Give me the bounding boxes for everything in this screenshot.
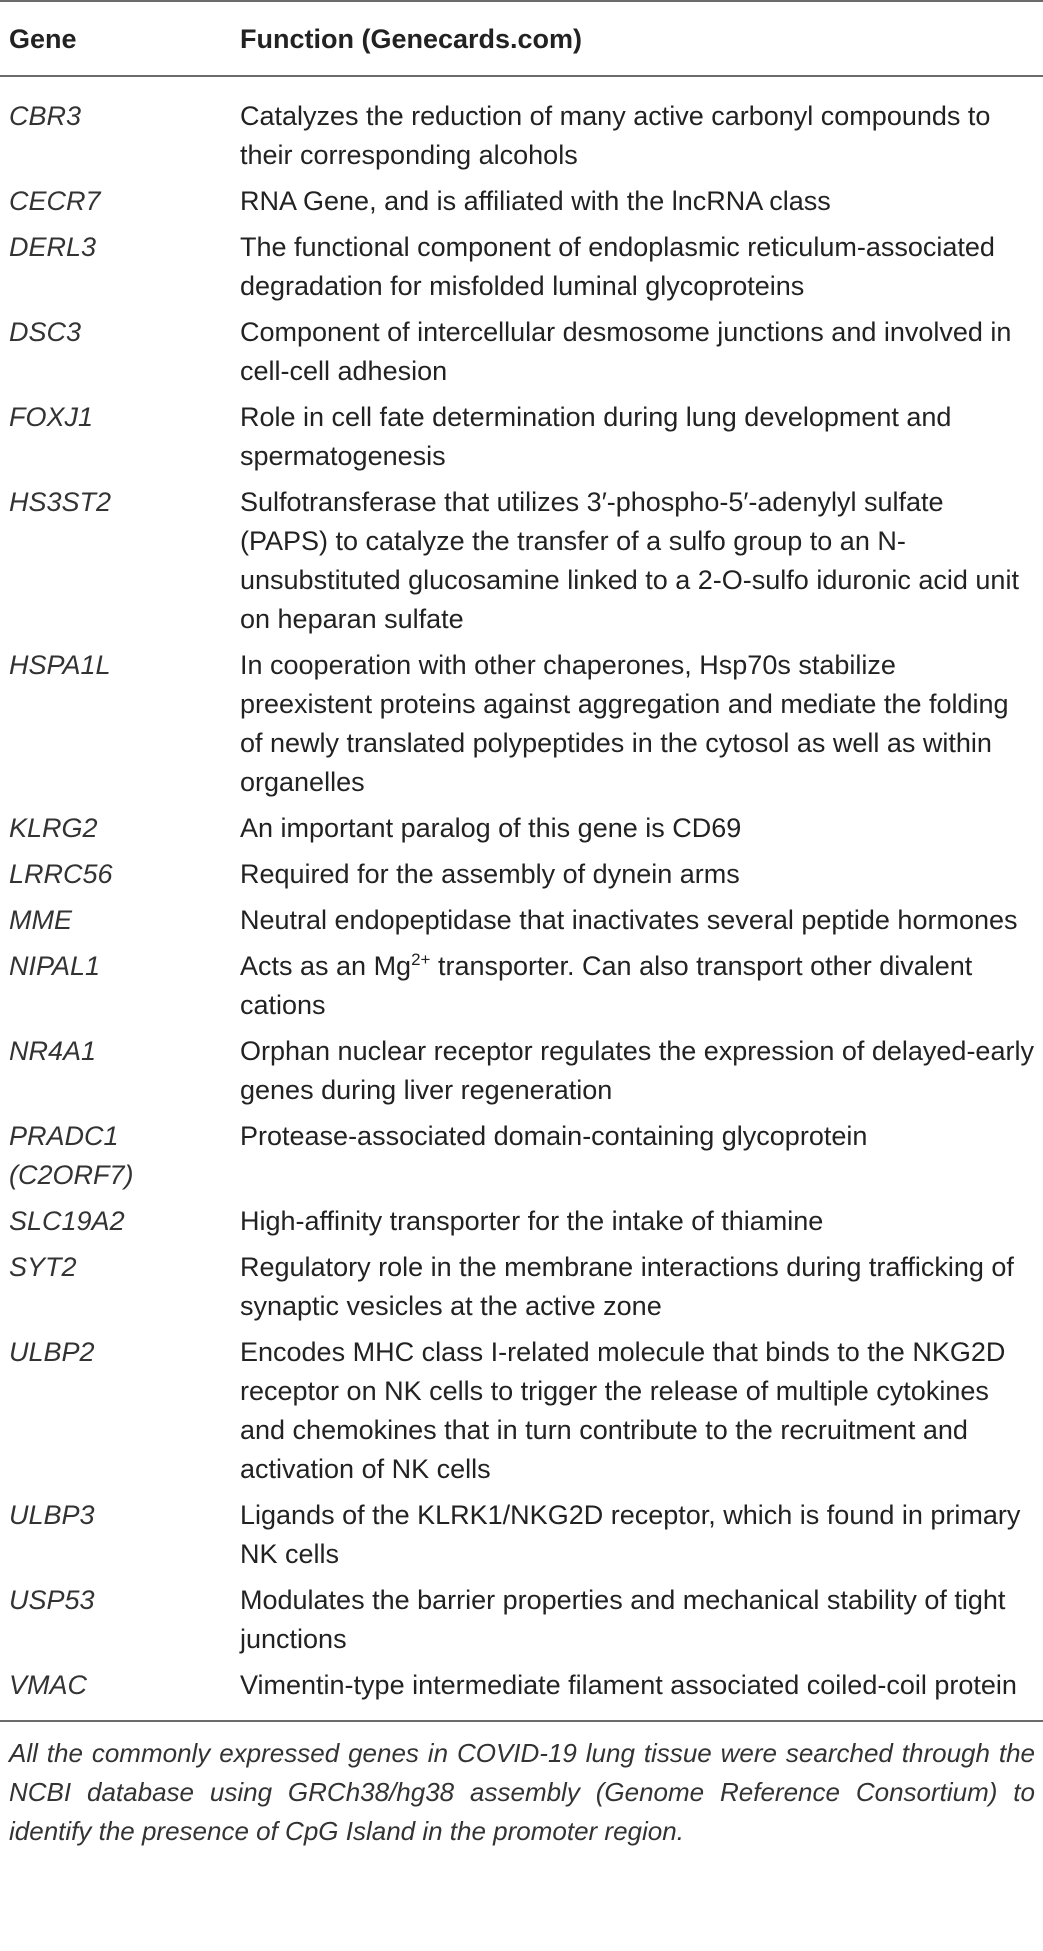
table-row [0, 646, 1043, 809]
gene-name: USP53 [9, 1585, 95, 1615]
table-row [0, 1333, 1043, 1496]
gene-name: ULBP3 [9, 1500, 95, 1530]
gene-function: Neutral endopeptidase that inactivates several peptide hormones [240, 905, 1018, 935]
gene-name: CECR7 [9, 186, 101, 216]
gene-function: In cooperation with other chaperones, Hsp70s stabilize preexistent proteins against aggregation and mediate the folding of newly translated polypeptides in the cytosol as well as within organelles [240, 650, 1009, 797]
gene-function: Protease-associated domain-containing glycoprotein [240, 1121, 868, 1151]
gene-name: NR4A1 [9, 1036, 97, 1066]
gene-function: High-affinity transporter for the intake of thiamine [240, 1206, 824, 1236]
gene-function: Encodes MHC class I-related molecule that binds to the NKG2D receptor on NK cells to trigger the release of multiple cytokines and chemokines that in turn contribute to the recruitment and activation of NK cells [240, 1337, 1006, 1484]
table-row [0, 97, 1043, 182]
gene-name: LRRC56 [9, 859, 113, 889]
table-row [0, 1202, 1043, 1248]
table-footnote: All the commonly expressed genes in COVID-19 lung tissue were searched through the NCBI database using GRCh38/hg38 assembly (Genome Reference Consortium) to identify the presence of CpG Island in the promoter region. [9, 1738, 1035, 1846]
table-row [0, 855, 1043, 901]
table-row [0, 1666, 1043, 1712]
table-body [0, 97, 1043, 1712]
table-row [0, 1032, 1043, 1117]
gene-name: ULBP2 [9, 1337, 95, 1367]
gene-function: An important paralog of this gene is CD69 [240, 813, 742, 843]
gene-function: Required for the assembly of dynein arms [240, 859, 740, 889]
gene-name: HS3ST2 [9, 487, 112, 517]
gene-name: CBR3 [9, 101, 82, 131]
gene-name: DSC3 [9, 317, 82, 347]
function-text-pre: Acts as an Mg [240, 951, 412, 981]
gene-name: NIPAL1 [9, 951, 101, 981]
table-row [0, 483, 1043, 646]
table-row [0, 313, 1043, 398]
gene-function: RNA Gene, and is affiliated with the lncRNA class [240, 186, 831, 216]
gene-function: Orphan nuclear receptor regulates the expression of delayed-early genes during liver regeneration [240, 1036, 1034, 1105]
gene-function: Sulfotransferase that utilizes 3′-phospho-5′-adenylyl sulfate (PAPS) to catalyze the transfer of a sulfo group to an N-unsubstituted glucosamine linked to a 2-O-sulfo iduronic acid unit on heparan sulfate [240, 487, 1019, 634]
gene-function: Modulates the barrier properties and mechanical stability of tight junctions [240, 1585, 1006, 1654]
gene-name: SYT2 [9, 1252, 77, 1282]
function-column-header: Function (Genecards.com) [240, 24, 583, 54]
table-row [0, 1117, 1043, 1202]
table-row [0, 398, 1043, 483]
gene-function: Role in cell fate determination during lung development and spermatogenesis [240, 402, 952, 471]
table-row [0, 809, 1043, 855]
table-row [0, 1496, 1043, 1581]
table-row [0, 228, 1043, 313]
gene-function: Vimentin-type intermediate filament associated coiled-coil protein [240, 1670, 1017, 1700]
top-rule [0, 0, 1043, 2]
gene-function [240, 947, 1035, 1032]
gene-function: The functional component of endoplasmic reticulum-associated degradation for misfolded luminal glycoproteins [240, 232, 995, 301]
gene-function: Ligands of the KLRK1/NKG2D receptor, which is found in primary NK cells [240, 1500, 1021, 1569]
table-row [0, 1581, 1043, 1666]
gene-name: MME [9, 905, 72, 935]
gene-column-header: Gene [9, 24, 77, 54]
gene-function: Regulatory role in the membrane interactions during trafficking of synaptic vesicles at the active zone [240, 1252, 1014, 1321]
superscript-charge: 2+ [411, 950, 431, 969]
header-rule [0, 75, 1043, 77]
table-row [0, 947, 1043, 1032]
gene-name: KLRG2 [9, 813, 98, 843]
gene-name: DERL3 [9, 232, 97, 262]
gene-name: HSPA1L [9, 650, 111, 680]
gene-function: Component of intercellular desmosome junctions and involved in cell-cell adhesion [240, 317, 1012, 386]
function-text-post: transporter. Can also transport other divalent cations [240, 951, 973, 1020]
table-row [0, 1248, 1043, 1333]
table-row [0, 182, 1043, 228]
gene-name: FOXJ1 [9, 402, 94, 432]
gene-function: Catalyzes the reduction of many active carbonyl compounds to their corresponding alcohols [240, 101, 991, 170]
table-row [0, 901, 1043, 947]
gene-name: VMAC [9, 1670, 88, 1700]
bottom-rule [0, 1720, 1043, 1722]
gene-name: SLC19A2 [9, 1206, 125, 1236]
gene-name: PRADC1 (C2ORF7) [9, 1121, 134, 1190]
